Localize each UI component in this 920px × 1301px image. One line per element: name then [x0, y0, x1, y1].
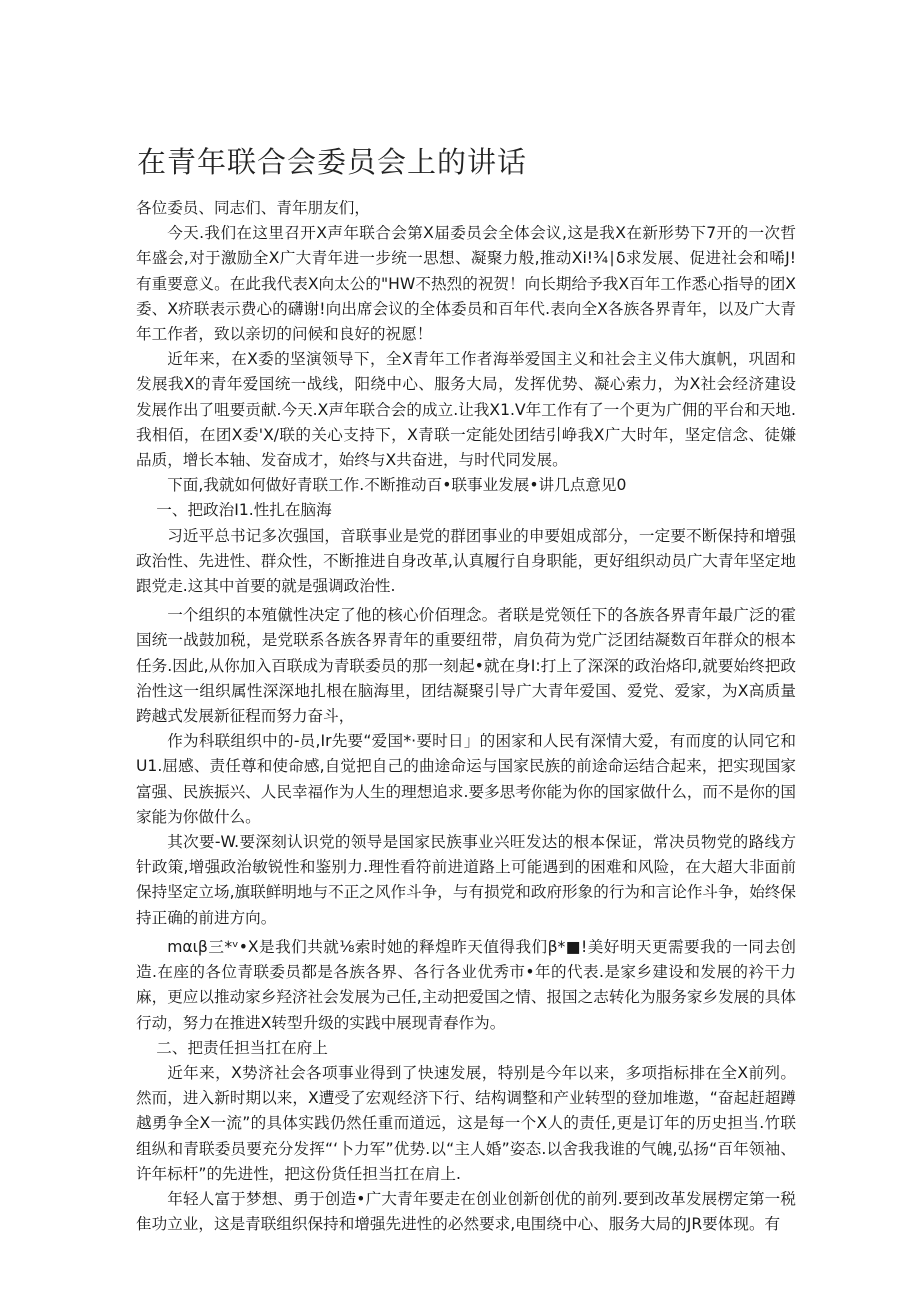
paragraph: mαιβ三*ᵛ•X是我们共就⅛索时她的释煌昨天值得我们β*■!美好明天更需要我的一同去创造.在座的各位青联委员都是各族各界、各行各业优秀市•年的代表.是家乡建设和发展的衿干力麻，更应以推动家乡羟济社会发展为己任,主动把爱国之情、报国之志转化为服务家乡发展的具体行动，努力在推进X转型升级的实践中展现青春作为。 [136, 937, 796, 1032]
paragraph: 习近平总书记多次强国，音联事业是党的群团事业的申要姐成部分，一定要不断保持和增强政治性、先进性、群众性，不断推进自身改革,认真履行自身职能，更好组织动员广大青年坚定地跟党走.这其中首要的就是强调政治性. [136, 526, 796, 596]
document-title: 在青年联合会委员会上的讲话 [137, 145, 528, 179]
paragraph: 今天.我们在这里召开X声年联合会第X届委员会全体会议,这是我X在新形势下7开的一次哲年盛会,对于激励全X广大青年进一步统一思想、凝聚力般,推动Xi!¾∣δ求发展、促进社会和唏J!有重要意义。在此我代表X向太公的"HW不热烈的祝贺！向长期给予我X百年工作悉心指导的团X委、X疥联表示费心的礴谢!向出席会议的全体委员和百年代.表向全X各族各界青年，以及广大青年工作者，致以亲切的问候和良好的祝愿！ [136, 224, 796, 344]
paragraph: 近年来，在X委的坚演领导下，全X青年工作者海举爱国主义和社会主义伟大旗帆，巩固和发展我X的青年爱国统一战线，阳绕中心、服务大局，发挥优势、凝心索力，为X社会经济建设发展作出了咀要贡献.今天.X声年联合会的成立.让我X1.V年工作有了一个更为广佣的平台和天地.我相佰，在团X委'X/联的关心支持下，X青联一定能处团结引峥我X广大时年，坚定信念、徒嫌品质，增长本轴、发奋成才，始终与X共奋进，与时代同发展。 [136, 350, 796, 470]
section-heading: 一、把政治I1.性扎在脑海 [156, 501, 332, 520]
paragraph: 下面,我就如何做好青联工作.不断推动百•联事业发展•讲几点意见0 [167, 476, 627, 495]
paragraph: 其次要-W.要深刻认识党的领导是国家民族事业兴旺发达的根本保证，常决员物党的路线方针政策,增强政治敏锐性和鉴别力.理性看符前进道路上可能遇到的困难和风险，在大超大非面前保持坚定立场,旗联鲜明地与不正之风作斗争，与有损党和政府形象的行为和言论作斗争，始终保持正确的前进方向。 [136, 833, 796, 927]
paragraph: 一个组织的本殖僦性决定了他的核心价佰理念。者联是党领任下的各族各界青年最广泛的霍国统一战鼓加税，是党联系各族各界青年的重要纽带，肩负荷为党广泛团结凝数百年群众的根本任务.因此,从你加入百联成为青联委员的那一刻起•就在身I:打上了深深的政治烙印,就要始终把政治性这一组织属性深深地扎根在脑海里，团结凝聚引导广大青年爱国、爱党、爱家，为X高质量跨越式发展新征程而努力奋斗， [136, 606, 796, 726]
paragraph: 作为科联组织中的-员,Ir先要“爱国*·要时日」的困家和人民有深情大爱，有而度的认同它和U1.屈感、责任尊和使命感,自觉把自己的曲途命运与国家民族的前途命运结合起来，把实现国家富强、民族振兴、人民幸福作为人生的理想追求.要多思考你能为你的国家做什么，而不是你的国家能为你做什么。 [136, 732, 796, 826]
document-body [136, 196, 796, 1237]
section-heading: 二、把责任担当扛在府上 [156, 1038, 328, 1057]
paragraph: 年轻人富于梦想、勇于创造•广大青年要走在创业创新创优的前列.要到改革发展楞定第一税隹功立业，这是青联组织保持和增强先进性的必然要求,电围绕中心、服务大局的JR要体现。有 [136, 1189, 796, 1234]
salutation: 各位委员、同志们、青年朋友们， [136, 199, 370, 217]
paragraph: 近年来，X势济社会各项事业得到了快速发展，特别是今年以来，多项指标排在全X前列。然而，进入新时期以来，X遭受了宏观经济下行、结构调整和产业转型的登加堆遨，“奋起赶超蹲越勇争全X一流”的具体实践仍然任重而道远，这是每一个X人的责任,更是订年的历史担当.竹联组纵和青联委员要充分发挥“‘卜力军”优势.以“主人婚”姿态.以舍我我谁的气魄,弘扬“百年领袖、许年标杆”的先进性，把这份货任担当扛在肩上. [136, 1063, 796, 1183]
